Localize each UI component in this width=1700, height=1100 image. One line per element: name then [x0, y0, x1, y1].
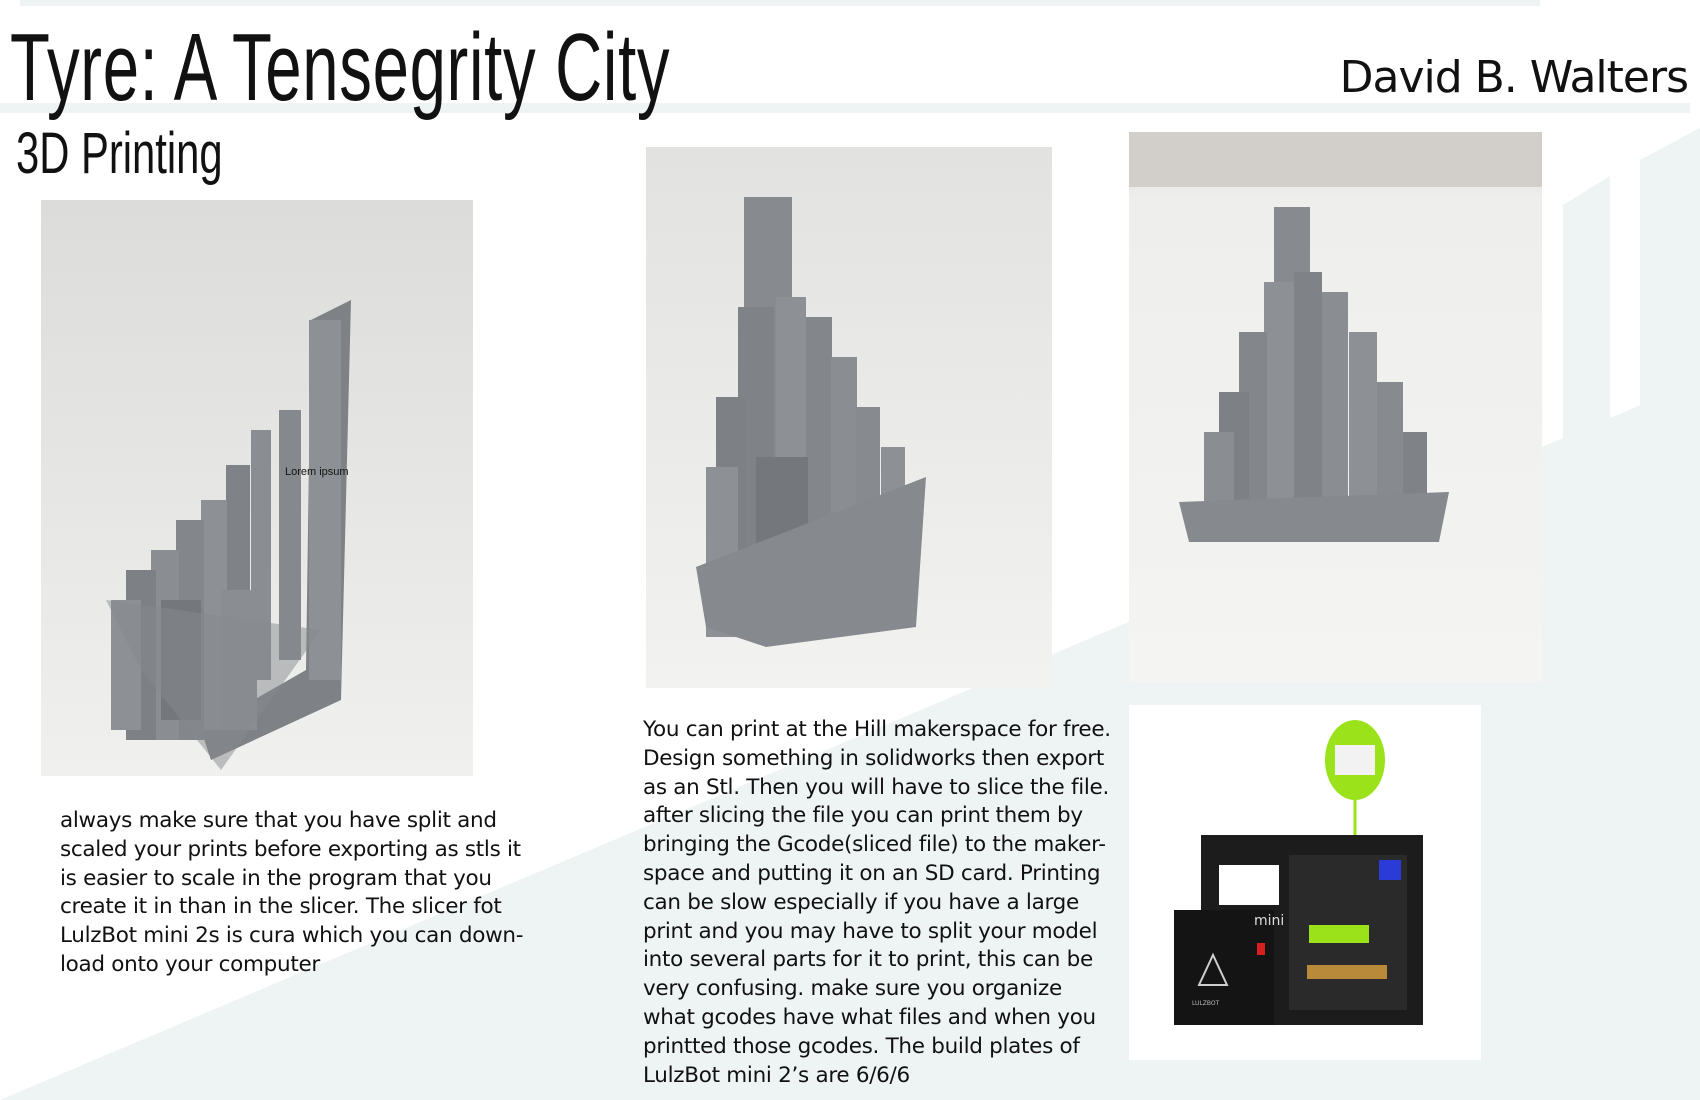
page-subtitle: 3D Printing — [16, 121, 223, 186]
lulzbot-mini-printer-photo — [1129, 705, 1481, 1060]
text-line: LulzBot mini 2’s are 6/6/6 — [643, 1062, 910, 1088]
text-line: space and putting it on an SD card. Printing — [643, 860, 1101, 886]
text-line: LulzBot mini 2s is cura which you can down- — [60, 923, 524, 949]
text-line: bringing the Gcode(sliced file) to the maker- — [643, 832, 1106, 858]
middle-text-block — [643, 716, 1113, 1090]
left-text-block — [60, 807, 540, 980]
printer-brand-label: LULZBOT — [1192, 1000, 1220, 1007]
text-line: can be slow especially if you have a large — [643, 889, 1079, 915]
text-line: very confusing. make sure you organize — [643, 976, 1062, 1002]
text-line: scaled your prints before exporting as stls it — [60, 836, 521, 862]
text-line: as an Stl. Then you will have to slice the file. — [643, 774, 1110, 800]
text-line: print and you may have to split your model — [643, 918, 1098, 944]
text-line: into several parts for it to print, this can be — [643, 947, 1093, 973]
text-line: printted those gcodes. The build plates of — [643, 1033, 1080, 1059]
text-line: after slicing the file you can print them by — [643, 803, 1083, 829]
stray-text-label: Lorem ipsum — [285, 466, 349, 478]
text-line: Design something in solidworks then export — [643, 745, 1104, 771]
text-line: what gcodes have what files and when you — [643, 1004, 1096, 1030]
text-line: create it in than in the slicer. The slicer fot — [60, 894, 502, 920]
text-line: load onto your computer — [60, 951, 320, 977]
printer-model-label: mini — [1254, 913, 1285, 929]
page-title: Tyre: A Tensegrity City — [10, 14, 671, 121]
author-name: David B. Walters — [1339, 52, 1688, 103]
text-line: always make sure that you have split and — [60, 808, 497, 833]
text-line: You can print at the Hill makerspace for free. — [643, 717, 1111, 742]
text-line: is easier to scale in the program that you — [60, 865, 492, 891]
city-model-side-view-photo — [41, 200, 473, 776]
city-model-angle-view-photo — [646, 147, 1052, 688]
city-model-front-view-photo — [1129, 132, 1542, 682]
